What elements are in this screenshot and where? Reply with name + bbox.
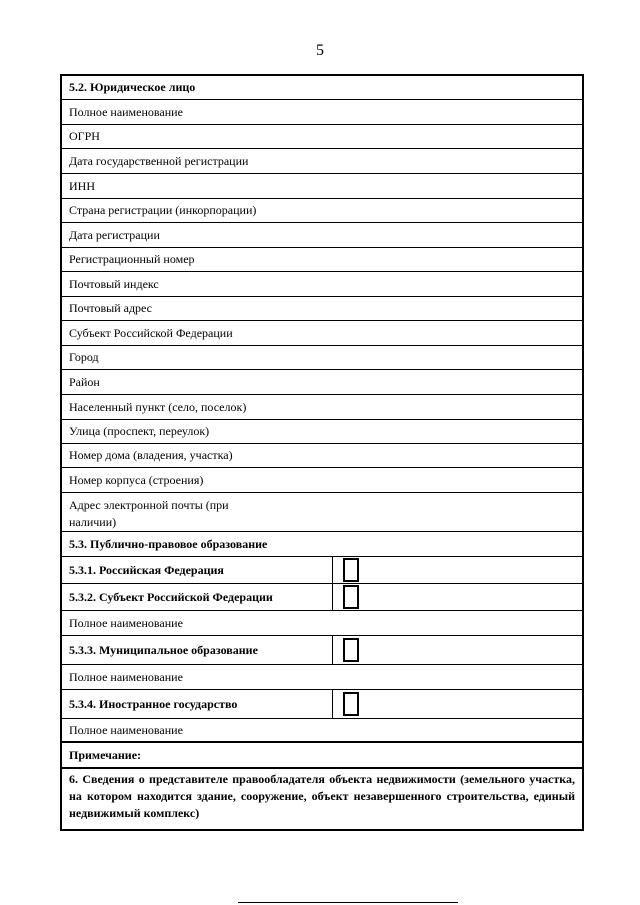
column-divider	[332, 636, 333, 664]
field-label: Номер корпуса (строения)	[69, 472, 204, 487]
field-row-ogrn[interactable]	[62, 125, 582, 149]
option-label: 5.3.2. Субъект Российской Федерации	[69, 589, 273, 604]
field-label: Дата государственной регистрации	[69, 153, 249, 168]
section-5-3-title: 5.3. Публично-правовое образование	[69, 536, 268, 551]
field-label: Полное наименование	[69, 669, 183, 684]
field-label: Почтовый индекс	[69, 276, 159, 291]
option-label: 5.3.3. Муниципальное образование	[69, 642, 258, 657]
option-row-municipal	[62, 636, 582, 665]
field-label: Город	[69, 350, 99, 364]
field-row-settlement[interactable]	[62, 395, 582, 420]
section-6-title: 6. Сведения о представителе правообладателя объекта недвижимости (земельного участка, на котором находится здание, сооружение, объект незавершенного строительства, единый недвижимый комплекс)	[69, 772, 575, 820]
field-label: Полное наименование	[69, 615, 183, 630]
legal-entity-form	[60, 74, 584, 831]
page-number: 5	[316, 42, 324, 59]
field-row-inn[interactable]	[62, 174, 582, 199]
field-row-postal-code[interactable]	[62, 272, 582, 297]
field-label: Район	[69, 374, 100, 389]
field-label: Полное наименование	[69, 722, 183, 737]
field-row-email[interactable]	[62, 493, 582, 532]
field-row-federal-subject[interactable]	[62, 321, 582, 346]
option-label: 5.3.4. Иностранное государство	[69, 696, 238, 711]
field-label: Страна регистрации (инкорпорации)	[69, 203, 257, 217]
field-row-foreign-full-name[interactable]	[62, 719, 582, 743]
field-row-full-name[interactable]	[62, 100, 582, 125]
field-label: Населенный пункт (село, поселок)	[69, 399, 247, 414]
field-row-registration-date[interactable]	[62, 223, 582, 248]
field-row-registration-country[interactable]	[62, 199, 582, 223]
field-row-house-number[interactable]	[62, 444, 582, 468]
option-row-foreign-state	[62, 690, 582, 719]
field-row-district[interactable]	[62, 370, 582, 395]
field-label: Адрес электронной почты (при наличии)	[69, 498, 229, 529]
note-label: Примечание:	[69, 747, 142, 762]
field-row-registration-number[interactable]	[62, 248, 582, 272]
section-6-header	[62, 769, 582, 829]
field-label: Улица (проспект, переулок)	[69, 424, 210, 438]
russian-federation-checkbox[interactable]	[343, 558, 359, 582]
page-bottom-rule	[238, 902, 458, 903]
section-5-3-header	[62, 532, 582, 557]
field-row-building-number[interactable]	[62, 468, 582, 493]
field-label: ИНН	[69, 178, 95, 193]
section-5-2-title: 5.2. Юридическое лицо	[69, 80, 196, 94]
field-label: Субъект Российской Федерации	[69, 325, 233, 340]
option-row-russian-federation	[62, 557, 582, 584]
field-row-postal-address[interactable]	[62, 297, 582, 321]
column-divider	[332, 584, 333, 610]
municipal-checkbox[interactable]	[343, 638, 359, 662]
section-5-2-header	[62, 76, 582, 100]
field-row-state-registration-date[interactable]	[62, 149, 582, 174]
federal-subject-checkbox[interactable]	[343, 585, 359, 609]
field-row-municipal-full-name[interactable]	[62, 665, 582, 690]
field-row-street[interactable]	[62, 420, 582, 444]
foreign-state-checkbox[interactable]	[343, 692, 359, 716]
option-row-federal-subject	[62, 584, 582, 611]
note-row[interactable]	[62, 743, 582, 769]
field-row-subject-full-name[interactable]	[62, 611, 582, 636]
column-divider	[332, 690, 333, 718]
field-label: Полное наименование	[69, 104, 183, 119]
field-label: Почтовый адрес	[69, 301, 153, 315]
field-label: ОГРН	[69, 129, 100, 143]
field-label: Дата регистрации	[69, 227, 160, 242]
option-label: 5.3.1. Российская Федерация	[69, 562, 224, 577]
field-row-city[interactable]	[62, 346, 582, 370]
field-label: Регистрационный номер	[69, 252, 195, 266]
field-label: Номер дома (владения, участка)	[69, 448, 233, 462]
column-divider	[332, 557, 333, 583]
